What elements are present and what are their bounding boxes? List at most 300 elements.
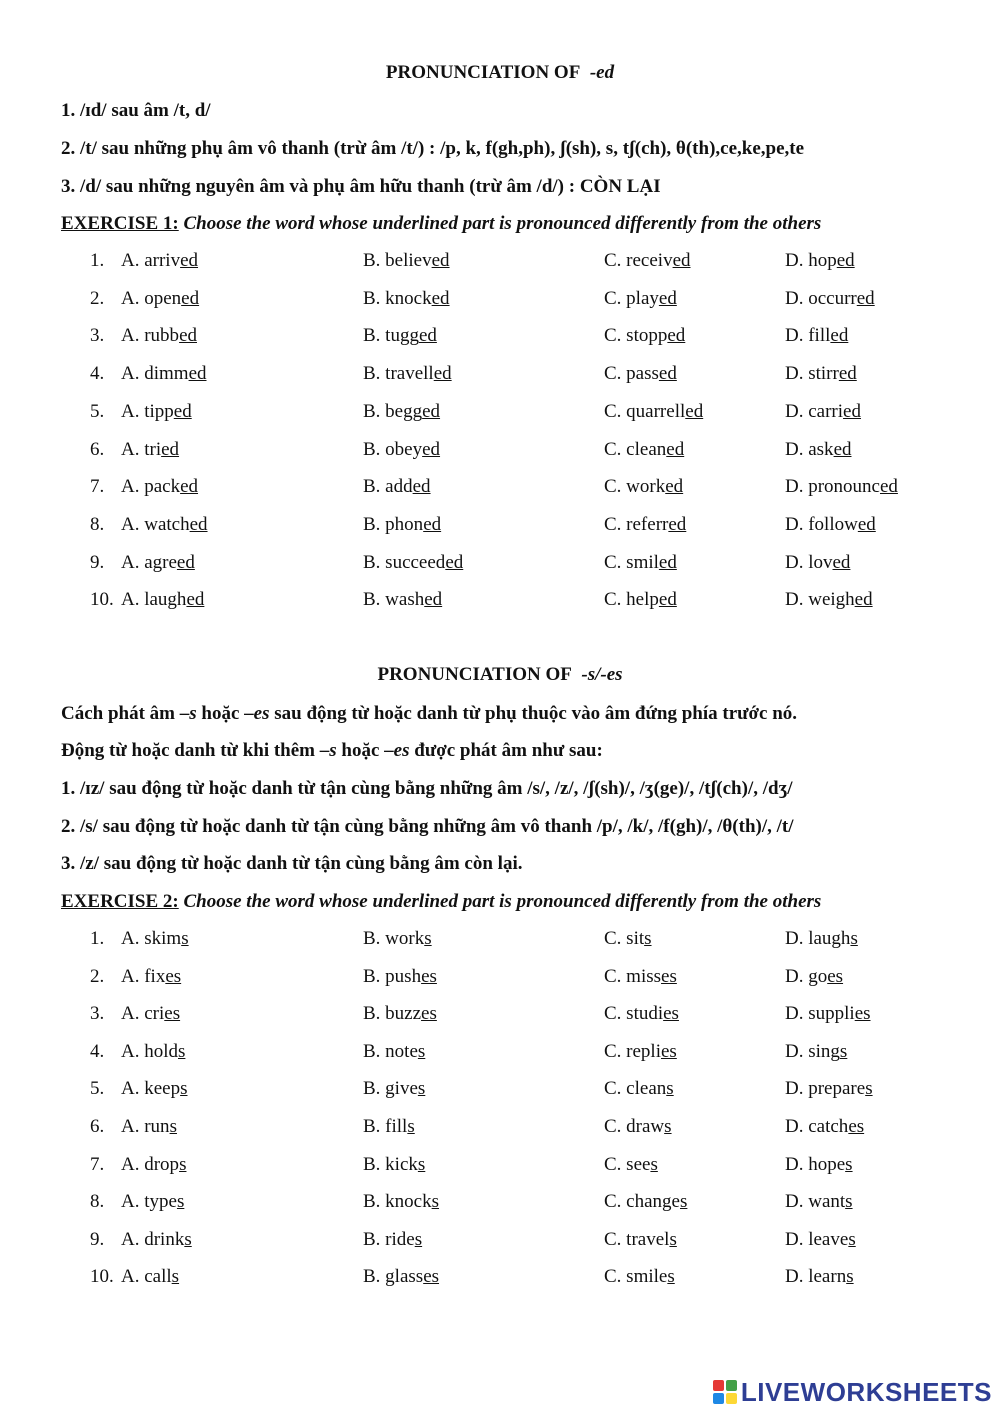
option-b[interactable]: [363, 363, 452, 385]
option-stem: C. smile: [604, 1266, 668, 1288]
option-stem: A. call: [121, 1266, 172, 1288]
option-b[interactable]: [363, 288, 450, 310]
exercise2-question-1: [0, 928, 1000, 954]
question-number: 5.: [90, 1078, 105, 1100]
exercise2-title: [61, 891, 821, 913]
section2-rule-2: 2. /s/ sau động từ hoặc danh từ tận cùng bằng những âm vô thanh /p/, /k/, /f(gh)/, /θ(th)/, /t/: [61, 816, 794, 837]
section2-title-main: PRONUNCIATION OF: [377, 664, 572, 685]
option-a[interactable]: [121, 928, 189, 950]
option-underlined-ending: ed: [181, 287, 200, 309]
option-stem: C. miss: [604, 965, 662, 987]
option-stem: C. repli: [604, 1040, 661, 1062]
option-stem: B. note: [363, 1040, 418, 1062]
option-d[interactable]: [785, 1154, 853, 1176]
option-c[interactable]: [604, 288, 677, 310]
option-c[interactable]: [604, 1078, 674, 1100]
option-underlined-ending: ed: [176, 551, 195, 573]
option-b[interactable]: [363, 966, 437, 988]
option-underlined-ending: es: [165, 965, 182, 987]
option-d[interactable]: [785, 1003, 871, 1025]
option-stem: B. obey: [363, 438, 423, 460]
option-stem: A. type: [121, 1191, 177, 1213]
option-underlined-ending: ed: [412, 476, 431, 498]
option-c[interactable]: [604, 514, 686, 536]
question-number: 1.: [90, 928, 105, 949]
option-stem: D. sing: [785, 1040, 840, 1062]
option-b[interactable]: [363, 1266, 439, 1288]
option-underlined-ending: s: [865, 1078, 873, 1100]
option-underlined-ending: s: [845, 1153, 853, 1175]
option-underlined-ending: s: [169, 1116, 177, 1137]
option-stem: C. see: [604, 1153, 651, 1175]
option-b[interactable]: [363, 1116, 415, 1138]
option-stem: B. succeed: [363, 551, 446, 573]
option-b[interactable]: [363, 1078, 425, 1100]
option-a[interactable]: [121, 476, 198, 498]
option-underlined-ending: es: [854, 1003, 871, 1025]
question-number: 8.: [90, 513, 105, 535]
option-b[interactable]: [363, 1003, 437, 1025]
exercise2-question-4: [0, 1041, 1000, 1067]
question-number: 6.: [90, 438, 105, 460]
exercise1-label: EXERCISE 1:: [61, 213, 179, 234]
option-stem: A. drop: [121, 1153, 180, 1175]
exercise1-question-2: [0, 288, 1000, 314]
question-number: 4.: [90, 363, 105, 385]
exercise1-question-9: [0, 552, 1000, 578]
exercise1-instruction: Choose the word whose underlined part is pronounced differently from the others: [183, 213, 822, 234]
option-underlined-ending: ed: [186, 589, 205, 611]
option-a[interactable]: [121, 325, 197, 347]
option-underlined-ending: s: [179, 1153, 187, 1175]
option-b[interactable]: [363, 476, 431, 498]
option-underlined-ending: s: [850, 928, 858, 949]
option-stem: A. hold: [121, 1040, 178, 1062]
option-stem: A. tipp: [121, 400, 174, 422]
option-underlined-ending: ed: [433, 363, 452, 385]
option-stem: D. hop: [785, 250, 837, 271]
option-a[interactable]: [121, 288, 199, 310]
option-stem: B. buzz: [363, 1003, 422, 1025]
option-b[interactable]: [363, 552, 463, 574]
option-c[interactable]: [604, 476, 683, 498]
option-stem: B. begg: [363, 400, 423, 422]
option-stem: A. keep: [121, 1078, 181, 1100]
option-b[interactable]: [363, 1229, 422, 1251]
option-c[interactable]: [604, 1003, 679, 1025]
option-stem: C. sit: [604, 928, 645, 949]
option-stem: A. rubb: [121, 325, 180, 347]
option-underlined-ending: ed: [180, 476, 199, 498]
section1-rule-1: 1. /ɪd/ sau âm /t, d/: [61, 100, 211, 121]
option-underlined-ending: s: [417, 1078, 426, 1100]
question-number: 2.: [90, 965, 105, 987]
exercise1-question-4: [0, 363, 1000, 389]
option-a[interactable]: [121, 589, 204, 611]
option-stem: D. occurr: [785, 287, 857, 309]
option-underlined-ending: ed: [180, 250, 199, 271]
option-stem: B. glass: [363, 1266, 424, 1288]
option-stem: D. learn: [785, 1266, 847, 1288]
option-a[interactable]: [121, 1266, 179, 1288]
option-c[interactable]: [604, 325, 685, 347]
option-stem: D. pronounc: [785, 476, 880, 498]
section1-rule-2: 2. /t/ sau những phụ âm vô thanh (trừ âm /t/) : /p, k, f(gh,ph), ʃ(sh), s, tʃ(ch), θ(th),ce,ke,pe,te: [61, 138, 805, 159]
question-number: 9.: [90, 1228, 105, 1250]
option-a[interactable]: [121, 401, 192, 423]
question-number: 6.: [90, 1116, 105, 1137]
option-d[interactable]: [785, 1116, 864, 1138]
option-underlined-ending: ed: [422, 438, 441, 460]
exercise1-question-3: [0, 325, 1000, 351]
option-stem: C. work: [604, 476, 666, 498]
option-underlined-ending: s: [669, 1228, 677, 1250]
section2-rule-1: 1. /ɪz/ sau động từ hoặc danh từ tận cùng bằng những âm /s/, /z/, /ʃ(sh)/, /ʒ(ge)/, /tʃ(ch)/, /dʒ/: [61, 778, 793, 799]
option-b[interactable]: [363, 325, 437, 347]
exercise2-question-8: [0, 1191, 1000, 1217]
option-d[interactable]: [785, 1229, 856, 1251]
section1-title-main: PRONUNCIATION OF: [385, 62, 581, 83]
option-underlined-ending: s: [171, 1266, 180, 1288]
option-underlined-ending: es: [661, 965, 677, 987]
option-underlined-ending: s: [666, 1078, 674, 1100]
option-d[interactable]: [785, 288, 875, 310]
option-b[interactable]: [363, 250, 450, 272]
option-underlined-ending: ed: [832, 551, 851, 573]
section2-title-suffix: -s/-es: [581, 664, 623, 685]
option-stem: D. catch: [785, 1116, 849, 1137]
question-number: 10.: [90, 589, 114, 611]
option-underlined-ending: es: [421, 1003, 437, 1025]
option-underlined-ending: es: [827, 965, 844, 987]
option-stem: A. pack: [121, 476, 181, 498]
option-stem: D. suppli: [785, 1003, 855, 1025]
option-a[interactable]: [121, 1229, 192, 1251]
option-b[interactable]: [363, 1041, 425, 1063]
option-underlined-ending: ed: [830, 325, 849, 347]
option-b[interactable]: [363, 928, 432, 950]
option-underlined-ending: ed: [879, 476, 898, 498]
option-c[interactable]: [604, 1154, 658, 1176]
option-c[interactable]: [604, 1266, 675, 1288]
exercise1-question-5: [0, 401, 1000, 427]
option-stem: D. want: [785, 1191, 846, 1213]
option-a[interactable]: [121, 250, 198, 272]
question-number: 3.: [90, 325, 105, 347]
option-underlined-ending: ed: [685, 400, 704, 422]
option-stem: C. draw: [604, 1116, 665, 1137]
option-a[interactable]: [121, 363, 207, 385]
option-d[interactable]: [785, 1041, 847, 1063]
option-stem: B. kick: [363, 1153, 418, 1175]
option-stem: B. add: [363, 476, 413, 498]
option-stem: C. travel: [604, 1228, 670, 1250]
option-stem: D. leave: [785, 1228, 849, 1250]
option-underlined-ending: ed: [665, 476, 684, 498]
option-stem: D. ask: [785, 438, 834, 460]
exercise1-question-10: [0, 589, 1000, 615]
option-stem: D. lov: [785, 551, 833, 573]
option-a[interactable]: [121, 1041, 185, 1063]
exercise2-question-7: [0, 1154, 1000, 1180]
option-a[interactable]: [121, 552, 195, 574]
option-c[interactable]: [604, 250, 691, 272]
option-underlined-ending: s: [667, 1266, 675, 1288]
option-underlined-ending: s: [424, 928, 432, 949]
option-stem: A. open: [121, 287, 182, 309]
option-underlined-ending: es: [663, 1003, 679, 1025]
option-stem: A. agre: [121, 551, 177, 573]
option-underlined-ending: ed: [161, 438, 180, 460]
option-c[interactable]: [604, 401, 703, 423]
option-underlined-ending: ed: [856, 287, 875, 309]
option-stem: B. knock: [363, 1191, 432, 1213]
option-stem: B. wash: [363, 589, 425, 611]
option-underlined-ending: ed: [418, 325, 437, 347]
option-d[interactable]: [785, 1266, 854, 1288]
option-stem: C. clean: [604, 438, 667, 460]
option-underlined-ending: s: [176, 1191, 185, 1213]
option-underlined-ending: s: [417, 1040, 426, 1062]
option-b[interactable]: [363, 439, 440, 461]
option-d[interactable]: [785, 401, 861, 423]
option-underlined-ending: ed: [189, 513, 208, 535]
option-stem: C. stopp: [604, 325, 668, 347]
section1-title: [0, 62, 1000, 84]
option-underlined-ending: ed: [833, 438, 852, 460]
option-underlined-ending: ed: [666, 438, 685, 460]
exercise2-question-10: [0, 1266, 1000, 1292]
option-d[interactable]: [785, 514, 876, 536]
option-underlined-ending: ed: [658, 551, 677, 573]
option-underlined-ending: ed: [843, 400, 861, 422]
option-stem: C. clean: [604, 1078, 667, 1100]
option-d[interactable]: [785, 476, 898, 498]
option-c[interactable]: [604, 1191, 687, 1213]
option-stem: C. play: [604, 287, 659, 309]
exercise2-label: EXERCISE 2:: [61, 891, 179, 912]
option-stem: B. give: [363, 1078, 418, 1100]
question-number: 4.: [90, 1040, 105, 1062]
option-d[interactable]: [785, 1191, 853, 1213]
exercise2-question-5: [0, 1078, 1000, 1104]
option-underlined-ending: s: [181, 928, 189, 949]
question-number: 10.: [90, 1266, 114, 1288]
option-underlined-ending: s: [679, 1191, 688, 1213]
option-c[interactable]: [604, 439, 684, 461]
section2-intro-2: Động từ hoặc danh từ khi thêm –s hoặc –es được phát âm như sau:: [61, 740, 603, 761]
option-d[interactable]: [785, 1078, 873, 1100]
option-a[interactable]: [121, 1003, 180, 1025]
option-d[interactable]: [785, 325, 848, 347]
option-stem: D. carri: [785, 400, 844, 422]
option-underlined-ending: es: [848, 1116, 865, 1137]
option-underlined-ending: s: [664, 1116, 672, 1137]
exercise2-question-3: [0, 1003, 1000, 1029]
option-stem: D. prepare: [785, 1078, 866, 1100]
option-underlined-ending: s: [184, 1228, 192, 1250]
option-stem: D. follow: [785, 513, 858, 535]
question-number: 8.: [90, 1191, 105, 1213]
exercise1-question-7: [0, 476, 1000, 502]
option-d[interactable]: [785, 363, 857, 385]
option-stem: A. drink: [121, 1228, 185, 1250]
option-stem: C. help: [604, 589, 659, 611]
option-b[interactable]: [363, 514, 441, 536]
option-underlined-ending: ed: [658, 589, 677, 611]
option-stem: B. fill: [363, 1116, 408, 1137]
option-underlined-ending: ed: [431, 250, 450, 271]
option-stem: C. change: [604, 1191, 680, 1213]
option-a[interactable]: [121, 1154, 186, 1176]
question-number: 7.: [90, 476, 105, 498]
option-underlined-ending: ed: [658, 287, 677, 309]
exercise2-question-2: [0, 966, 1000, 992]
option-d[interactable]: [785, 966, 843, 988]
question-number: 2.: [90, 287, 105, 309]
question-number: 5.: [90, 400, 105, 422]
option-stem: C. referr: [604, 513, 669, 535]
option-stem: D. laugh: [785, 928, 851, 949]
option-underlined-ending: s: [845, 1191, 853, 1213]
option-underlined-ending: s: [839, 1040, 848, 1062]
exercise1-question-1: [0, 250, 1000, 276]
section2-intro-1: Cách phát âm –s hoặc –es sau động từ hoặc danh từ phụ thuộc vào âm đứng phía trước nó.: [61, 703, 798, 724]
option-c[interactable]: [604, 1041, 677, 1063]
option-stem: B. ride: [363, 1228, 415, 1250]
option-underlined-ending: es: [661, 1040, 677, 1062]
option-stem: C. smil: [604, 551, 659, 573]
option-underlined-ending: s: [407, 1116, 415, 1137]
option-stem: B. believ: [363, 250, 432, 271]
option-stem: A. arriv: [121, 250, 181, 271]
option-a[interactable]: [121, 1191, 184, 1213]
option-stem: A. skim: [121, 928, 182, 949]
liveworksheets-watermark: [713, 1377, 992, 1407]
option-underlined-ending: s: [846, 1266, 854, 1288]
question-number: 3.: [90, 1003, 105, 1025]
option-stem: D. fill: [785, 325, 831, 347]
option-c[interactable]: [604, 928, 652, 950]
exercise2-question-6: [0, 1116, 1000, 1142]
option-underlined-ending: s: [650, 1153, 658, 1175]
option-stem: D. go: [785, 965, 828, 987]
option-underlined-ending: ed: [445, 551, 464, 573]
option-underlined-ending: ed: [179, 325, 197, 347]
exercise2-instruction: Choose the word whose underlined part is pronounced differently from the others: [183, 891, 822, 912]
option-stem: A. tri: [121, 438, 162, 460]
option-stem: A. dimm: [121, 363, 189, 385]
option-stem: B. work: [363, 928, 425, 949]
exercise1-title: [61, 213, 821, 235]
option-underlined-ending: ed: [836, 250, 855, 271]
section2-title: [0, 664, 1000, 686]
option-a[interactable]: [121, 1116, 177, 1138]
option-underlined-ending: ed: [423, 513, 442, 535]
option-underlined-ending: ed: [658, 363, 677, 385]
option-underlined-ending: es: [421, 965, 437, 987]
exercise1-question-6: [0, 439, 1000, 465]
option-underlined-ending: ed: [672, 250, 691, 271]
option-underlined-ending: ed: [422, 400, 441, 422]
option-underlined-ending: s: [417, 1153, 426, 1175]
option-b[interactable]: [363, 401, 440, 423]
option-d[interactable]: [785, 928, 858, 950]
exercise1-question-8: [0, 514, 1000, 540]
option-stem: B. phon: [363, 513, 424, 535]
exercise2-question-9: [0, 1229, 1000, 1255]
option-stem: C. pass: [604, 363, 659, 385]
liveworksheets-logo-icon: [713, 1380, 737, 1404]
option-stem: D. weigh: [785, 589, 855, 611]
option-stem: A. cri: [121, 1003, 165, 1025]
option-a[interactable]: [121, 514, 208, 536]
option-stem: B. knock: [363, 287, 432, 309]
option-stem: D. stirr: [785, 363, 839, 385]
option-c[interactable]: [604, 966, 677, 988]
option-underlined-ending: ed: [854, 589, 873, 611]
question-number: 9.: [90, 551, 105, 573]
option-stem: C. quarrell: [604, 400, 686, 422]
option-underlined-ending: s: [644, 928, 652, 949]
option-underlined-ending: s: [848, 1228, 856, 1250]
option-stem: D. hope: [785, 1153, 846, 1175]
option-stem: C. studi: [604, 1003, 664, 1025]
option-b[interactable]: [363, 589, 442, 611]
option-d[interactable]: [785, 250, 855, 272]
option-stem: A. watch: [121, 513, 190, 535]
option-b[interactable]: [363, 1191, 439, 1213]
option-underlined-ending: s: [414, 1228, 423, 1250]
option-a[interactable]: [121, 439, 179, 461]
question-number: 7.: [90, 1153, 105, 1175]
option-b[interactable]: [363, 1154, 425, 1176]
watermark-text: LIVEWORKSHEETS: [740, 1376, 992, 1407]
option-underlined-ending: ed: [188, 363, 207, 385]
option-underlined-ending: s: [180, 1078, 188, 1100]
option-d[interactable]: [785, 589, 873, 611]
section2-rule-3: 3. /z/ sau động từ hoặc danh từ tận cùng bằng âm còn lại.: [61, 853, 523, 874]
option-d[interactable]: [785, 439, 852, 461]
option-underlined-ending: ed: [173, 400, 192, 422]
option-stem: A. laugh: [121, 589, 187, 611]
option-c[interactable]: [604, 1116, 672, 1138]
option-underlined-ending: ed: [838, 363, 857, 385]
option-underlined-ending: s: [431, 1191, 440, 1213]
option-underlined-ending: ed: [857, 513, 876, 535]
option-stem: B. tugg: [363, 325, 419, 347]
option-underlined-ending: ed: [668, 513, 687, 535]
option-stem: C. receiv: [604, 250, 673, 271]
option-d[interactable]: [785, 552, 850, 574]
option-underlined-ending: s: [178, 1040, 186, 1062]
option-a[interactable]: [121, 1078, 188, 1100]
option-c[interactable]: [604, 1229, 677, 1251]
option-c[interactable]: [604, 552, 677, 574]
option-c[interactable]: [604, 589, 677, 611]
option-stem: A. run: [121, 1116, 170, 1137]
option-c[interactable]: [604, 363, 677, 385]
option-stem: B. push: [363, 965, 422, 987]
question-number: 1.: [90, 250, 105, 271]
option-underlined-ending: es: [164, 1003, 181, 1025]
section1-title-suffix: -ed: [589, 62, 615, 83]
option-stem: B. travell: [363, 363, 434, 385]
option-a[interactable]: [121, 966, 181, 988]
option-stem: A. fix: [121, 965, 166, 987]
option-underlined-ending: es: [423, 1266, 440, 1288]
section1-rule-3: 3. /d/ sau những nguyên âm và phụ âm hữu thanh (trừ âm /d/) : CÒN LẠI: [61, 176, 661, 197]
